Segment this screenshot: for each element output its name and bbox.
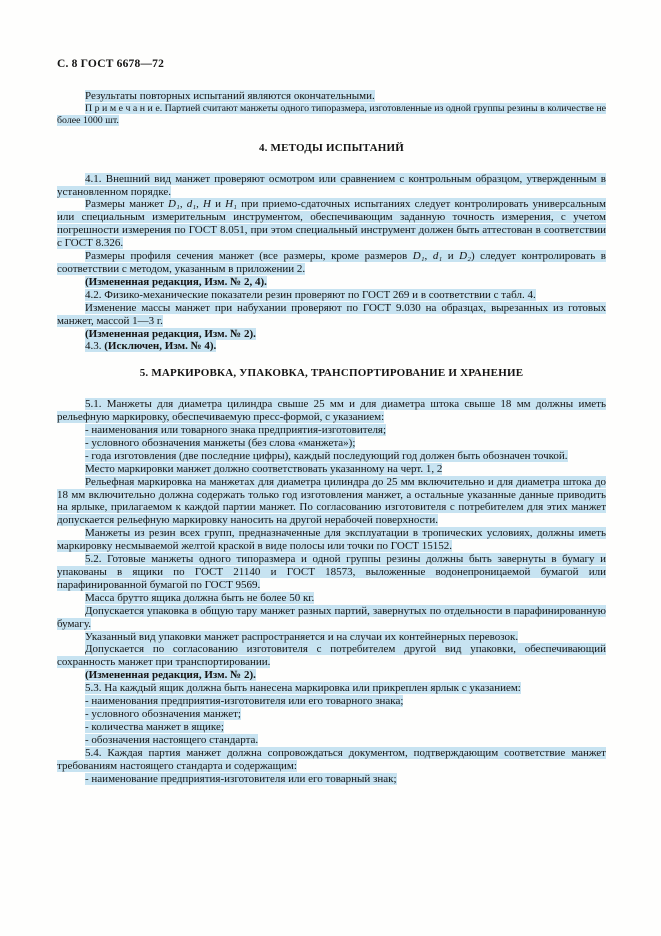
text-run: , xyxy=(179,198,187,211)
text-run: - обозначения настоящего стандарта. xyxy=(85,733,259,746)
paragraph xyxy=(57,173,606,199)
paragraph xyxy=(57,328,606,341)
text-run: 5.1. Манжеты для диаметра цилиндра свыше 25 мм и для диаметра штока свыше 18 мм должны иметь рельефную маркировку, обеспечиваемую пресс-формой, с указанием: xyxy=(57,398,606,424)
text-run: - условного обозначения манжет; xyxy=(85,707,241,720)
text-run: и xyxy=(442,250,460,263)
text-run: 4. МЕТОДЫ ИСПЫТАНИЙ xyxy=(258,141,405,154)
paragraph xyxy=(57,747,606,773)
paragraph xyxy=(57,450,606,463)
text-run: Место маркировки манжет должно соответствовать указанному на черт. 1, 2 xyxy=(85,462,443,475)
paragraph xyxy=(57,398,606,424)
text-run: 5.4. Каждая партия манжет должна сопровождаться документом, подтверждающим соответствие манжет требованиям настоящего стандарта и содержащим: xyxy=(57,746,606,772)
paragraph xyxy=(57,276,606,289)
text-run: 5.3. На каждый ящик должна быть нанесена маркировка или прикреплен ярлык с указанием: xyxy=(85,682,521,695)
text-run: Рельефная маркировка на манжетах для диаметра цилиндра до 25 мм включительно и для диаметра штока до 18 мм включительно должна содержать только год изготовления манжет, а остальные указанные данные приводить на ярлыке, прилагаемом к каждой партии манжет. По согласованию изготовителя с потребителем для этих манжет допускается рельефную маркировку наносить на другой нерабочей поверхности. xyxy=(57,475,606,527)
text-run: D₁ xyxy=(168,198,180,211)
text-run: - условного обозначения манжеты (без слова «манжета»); xyxy=(85,436,356,449)
paragraph xyxy=(57,695,606,708)
text-run: d₁ xyxy=(432,250,443,263)
paragraph xyxy=(57,708,606,721)
paragraph xyxy=(57,289,606,302)
paragraph xyxy=(57,437,606,450)
text-run: , xyxy=(196,198,203,211)
paragraph xyxy=(57,734,606,747)
text-run: 4.2. Физико-механические показатели резин проверяют по ГОСТ 269 и в соответствии с табл. 4. xyxy=(85,288,536,301)
text-run: - наименования или товарного знака предприятия-изготовителя; xyxy=(85,424,387,437)
text-run: H xyxy=(203,198,211,211)
text-run: ) следует контролировать в соответствии с методом, указанным в приложении 2. xyxy=(57,250,606,275)
text-run: (Исключен, Изм. № 4). xyxy=(104,340,217,353)
paragraph xyxy=(57,553,606,592)
paragraph xyxy=(57,527,606,553)
text-run: H₁ xyxy=(225,198,237,211)
text-run: (Измененная редакция, Изм. № 2). xyxy=(85,669,256,682)
paragraph xyxy=(57,721,606,734)
paragraph xyxy=(57,682,606,695)
paragraph xyxy=(57,631,606,644)
paragraph xyxy=(57,90,606,103)
text-run: Размеры профиля сечения манжет (все размеры, кроме размеров xyxy=(85,250,413,263)
text-run: 5. МАРКИРОВКА, УПАКОВКА, ТРАНСПОРТИРОВАНИЕ И ХРАНЕНИЕ xyxy=(139,367,524,380)
text-run: Допускается по согласованию изготовителя с потребителем другой вид упаковки, обеспечивающий сохранность манжет при транспортировании. xyxy=(57,643,606,669)
paragraph xyxy=(57,476,606,528)
paragraph xyxy=(57,592,606,605)
text-run: Указанный вид упаковки манжет распространяется и на случаи их контейнерных перевозок. xyxy=(85,630,519,643)
paragraph xyxy=(57,302,606,328)
paragraph xyxy=(57,669,606,682)
text-run: D₂ xyxy=(459,250,471,263)
paragraph xyxy=(57,340,606,353)
paragraph xyxy=(57,198,606,250)
paragraph xyxy=(57,463,606,476)
document-content xyxy=(57,90,606,785)
text-run: 4.3. xyxy=(85,340,105,353)
text-run: и xyxy=(210,198,226,211)
paragraph xyxy=(57,605,606,631)
text-run: Масса брутто ящика должна быть не более 50 кг. xyxy=(85,591,315,604)
text-run: d₁ xyxy=(186,198,197,211)
text-run: Размеры манжет xyxy=(85,198,169,211)
section-heading xyxy=(57,142,606,155)
paragraph xyxy=(57,773,606,786)
page-header: С. 8 ГОСТ 6678—72 xyxy=(57,58,165,70)
section-heading xyxy=(57,367,606,380)
text-run: Допускается упаковка в общую тару манжет разных партий, завернутых по отдельности в парафинированную бумагу. xyxy=(57,604,606,630)
text-run: Манжеты из резин всех групп, предназначенные для эксплуатации в тропических условиях, должны иметь маркировку несмываемой желтой краской в виде полосы или точки по ГОСТ 15152. xyxy=(57,527,606,553)
paragraph xyxy=(57,103,606,128)
text-run: (Измененная редакция, Изм. № 2). xyxy=(85,327,256,340)
text-run: при приемо-сдаточных испытаниях следует контролировать универсальным или специальным измерительным инструментом, обеспечивающим заданную точность измерения, с учетом погрешности измерения по ГОСТ 8.051, при этом специальный инструмент должен быть аттестован в соответствии с ГОСТ 8.326. xyxy=(57,198,607,250)
text-run: Изменение массы манжет при набухании проверяют по ГОСТ 9.030 на образцах, вырезанных из готовых манжет, массой 1—3 г. xyxy=(57,301,606,327)
text-run: D₁ xyxy=(412,250,425,263)
text-run: - количества манжет в ящике; xyxy=(85,720,224,733)
text-run: 5.2. Готовые манжеты одного типоразмера и одной группы резины должны быть завернуты в бумагу и упакованы в ящики по ГОСТ 21140 и ГОСТ 18573, выложенные водонепроницаемой бумагой или парафинированной бумагой по ГОСТ 9569. xyxy=(57,553,606,591)
text-run: П р и м е ч а н и е. Партией считают манжеты одного типоразмера, изготовленные из одной группы резины в количестве не более 1000 шт. xyxy=(57,102,606,127)
text-run: , xyxy=(424,250,433,263)
paragraph xyxy=(57,424,606,437)
text-run: - наименование предприятия-изготовителя или его товарный знак; xyxy=(85,772,397,785)
paragraph xyxy=(57,250,606,276)
text-run: - наименования предприятия-изготовителя или его товарного знака; xyxy=(85,695,404,708)
text-run: (Измененная редакция, Изм. № 2, 4). xyxy=(85,275,267,288)
text-run: - года изготовления (две последние цифры), каждый последующий год должен быть обозначен точкой. xyxy=(85,449,568,462)
text-run: 4.1. Внешний вид манжет проверяют осмотром или сравнением с контрольным образцом, утвержденным в установленном порядке. xyxy=(57,172,606,198)
paragraph xyxy=(57,643,606,669)
text-run: Результаты повторных испытаний являются окончательными. xyxy=(85,90,375,102)
